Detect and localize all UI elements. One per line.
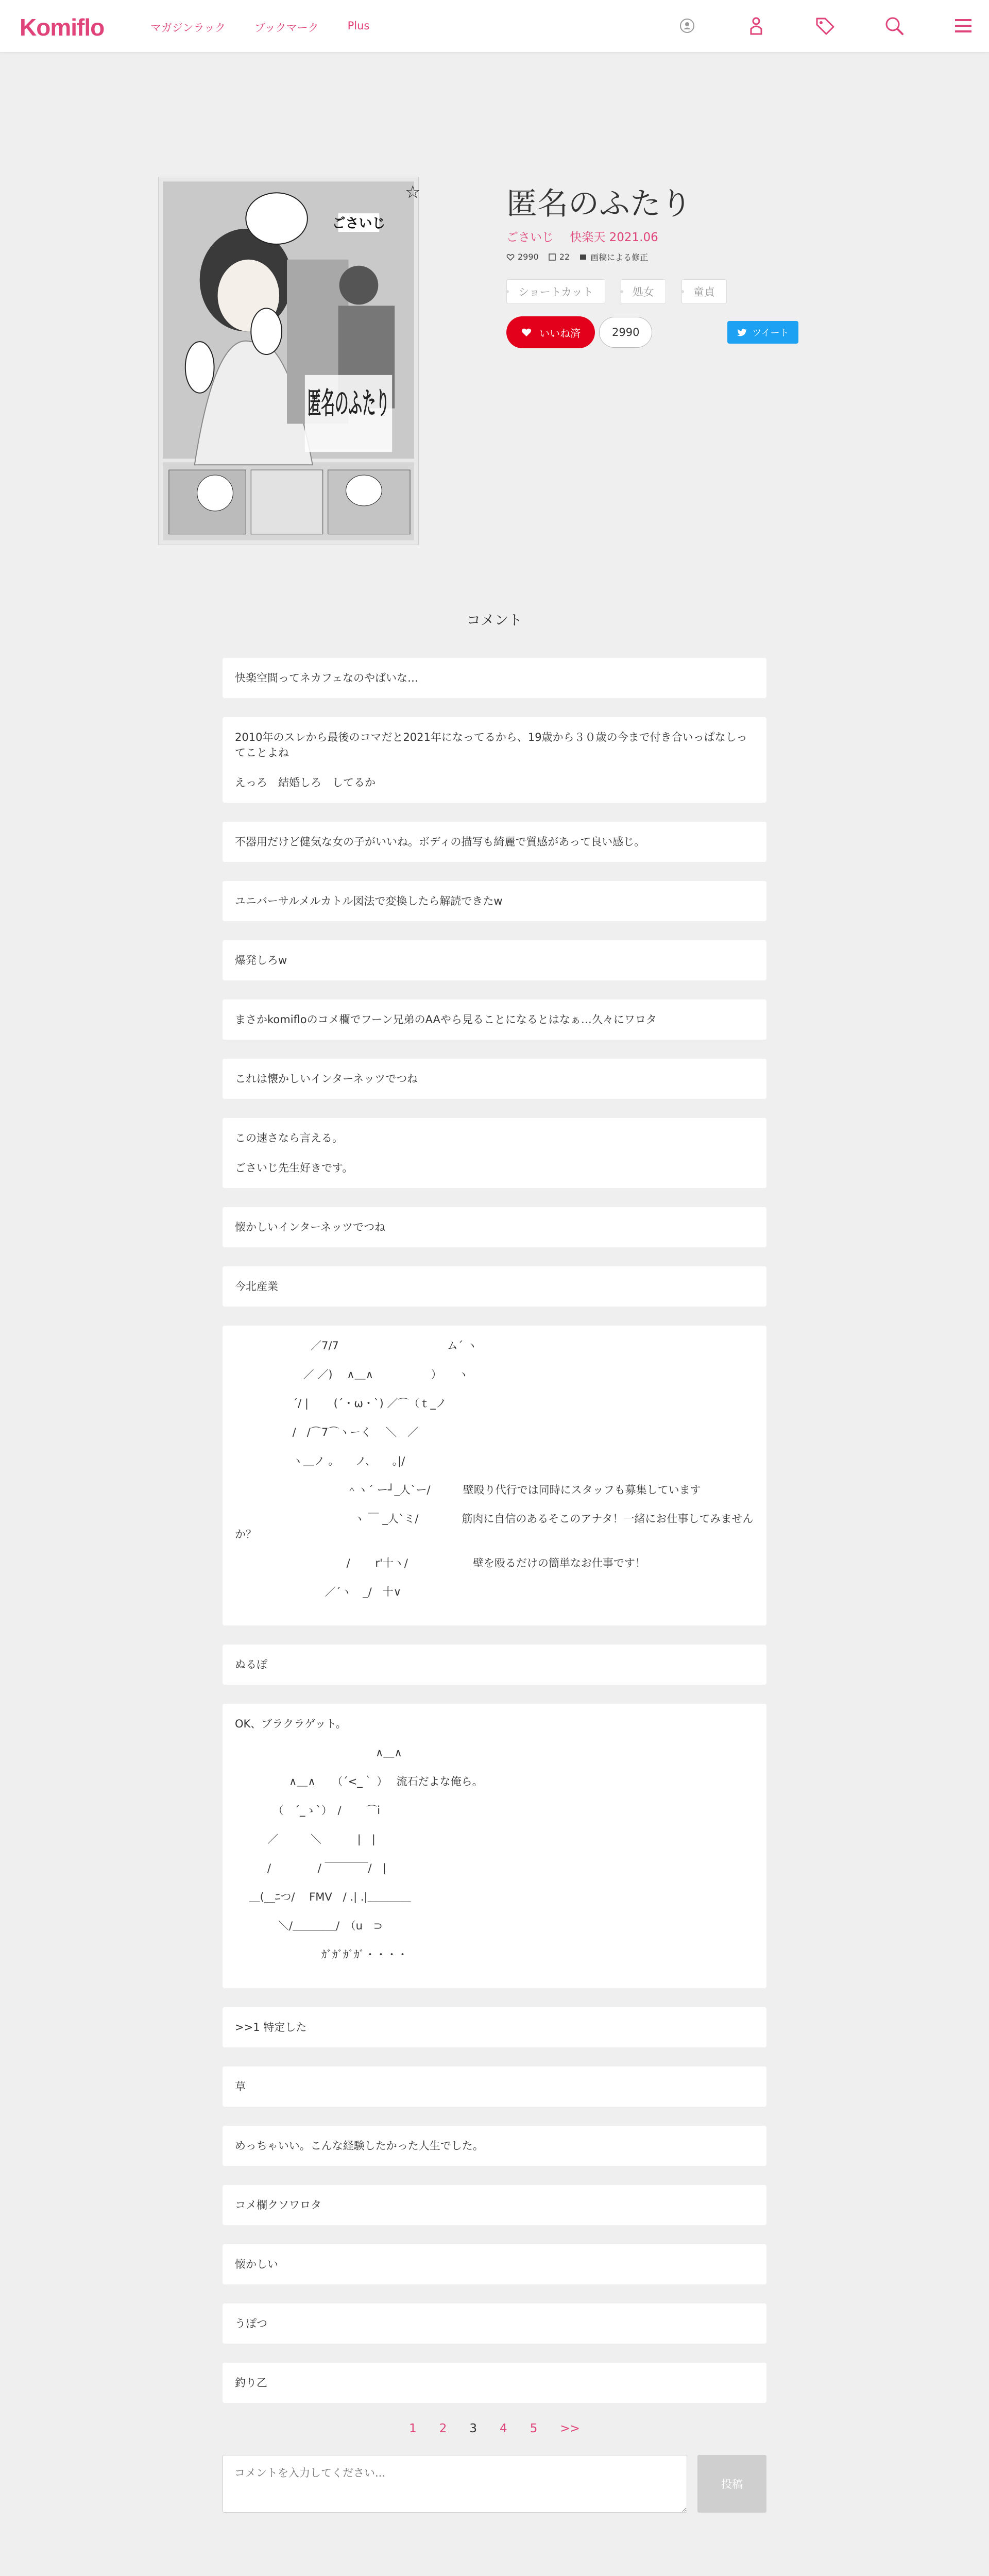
tag-short-cut[interactable]: ショートカット [506,279,605,304]
comment-card [223,1118,766,1188]
comment-form [223,2455,766,2513]
like-count: 2990 [599,317,652,348]
cover-image[interactable] [158,177,419,545]
comment-text: / r'十ヽ/ 壁を殴るだけの簡単なお仕事です！ [235,1557,646,1569]
comment-card [223,881,766,921]
likes-stat: 2990 [506,252,539,262]
user-circle-icon[interactable] [676,14,698,37]
comment-card [223,1266,766,1307]
comment-text: コメ欄クソワロタ [235,2199,321,2211]
heart-filled-icon [521,327,532,338]
comment-text: ｶﾞｶﾞｶﾞｶﾞ・・・・ [235,1948,408,1961]
nav-magazine-rack[interactable]: マガジンラック [150,22,226,34]
book-stats [506,251,657,263]
comment-text: ´/ | (´・ω・`) ／⌒（ｔ_ノ [235,1397,447,1410]
comment-card [223,999,766,1040]
tag-virgin-f[interactable]: 処女 [621,279,666,304]
comment-card [223,2066,766,2107]
comment-card [223,1326,766,1625]
komiflo-logo[interactable]: Komiflo [20,14,105,41]
book-info-section [0,53,989,516]
comment-text: / / ￣￣￣￣/ | [235,1862,386,1874]
comment-card [223,2126,766,2166]
comment-card [223,658,766,698]
comment-text: ∧＿∧ （´<_｀ ） 流石だよな俺ら。 [235,1775,483,1788]
cover-title: 匿名のふたり [307,385,390,421]
cover-author: ごさいじ [332,216,386,232]
svg-text:☆: ☆ [405,182,421,202]
comment-text: ヽ＿ノ 。 ノ、 ｡|/ [235,1455,405,1467]
comment-input[interactable] [223,2455,687,2513]
submit-button[interactable]: 投稿 [697,2455,766,2513]
comment-text: ヽ ￣ _人`ミ/ 筋肉に自信のあるそこのアナタ！一緒にお仕事してみませんか？ [235,1513,754,1540]
comment-text: 2010年のスレから最後のコマだと2021年になってるから、19歳から３０歳の今まで付き合いっぱなしってことよね [235,731,747,759]
page-next[interactable]: >> [560,2422,580,2435]
page-current: 3 [469,2422,478,2435]
page-5[interactable]: 5 [530,2422,538,2435]
comment-text: まさかkomifloのコメ欄でフーン兄弟のAAやら見ることになるとはなぁ…久々にワロタ [235,1013,657,1026]
action-bar [506,316,798,348]
comment-text: うぽつ [235,2317,267,2330]
comment-text: 草 [235,2080,246,2093]
comment-text: めっちゃいい。こんな経験したかった人生でした。 [235,2140,484,2152]
comment-text: ／7/7 ム´ ヽ [235,1340,478,1352]
nav-bookmark[interactable]: ブックマーク [254,22,319,34]
comment-text: えっろ 結婚しろ してるか [235,776,376,789]
page-4[interactable]: 4 [500,2422,507,2435]
comments-heading: コメント [467,613,522,629]
tweet-button[interactable]: ツイート [727,321,798,344]
main-nav [150,20,398,35]
comment-text: 今北産業 [235,1280,278,1293]
comment-text: この速さなら言える。 [235,1132,343,1144]
edit-note-stat: 画稿による修正 [579,251,648,263]
tag-list [506,279,742,304]
comment-text: ／´ヽ _/ 十∨ [235,1586,402,1598]
comment-card [223,2007,766,2047]
twitter-bird-icon [737,327,747,337]
pagination [0,2422,989,2435]
comments-stat: 22 [548,252,570,262]
comment-text: ＾ヽ´ ー┘_人`ー/ 壁殴り代行では同時にスタッフも募集しています [235,1484,701,1496]
comment-text: >>1 特定した [235,2021,307,2033]
comment-card [223,940,766,980]
menu-icon[interactable] [952,14,975,37]
comment-card [223,717,766,803]
person-icon[interactable] [745,14,768,37]
book-meta [506,228,671,245]
comment-card [223,1207,766,1247]
comment-card [223,822,766,862]
comment-card [223,2185,766,2225]
comment-text: 快楽空間ってネカフェなのやばいな… [235,672,418,684]
header-icon-bar [676,14,975,37]
book-title: 匿名のふたり [506,186,692,222]
comment-card [223,1704,766,1988]
author-link[interactable]: ごさいじ [506,231,554,244]
magazine-link[interactable]: 快楽天 2021.06 [570,231,658,244]
comment-text: これは懐かしいインターネッツでつね [235,1073,418,1085]
nav-plus[interactable]: Plus [347,20,370,32]
comment-text: ／ ＼ | | [235,1833,376,1845]
book-icon [579,253,587,261]
comment-card [223,2363,766,2403]
page-2[interactable]: 2 [439,2422,447,2435]
comment-text: ＿(__ﾆつ/ FMV / .| .|＿＿＿＿ [235,1891,411,1903]
comment-text: OK、ブラクラゲット。 [235,1718,347,1730]
comment-card [223,1645,766,1685]
comment-text: ユニバーサルメルカトル図法で変換したら解読できたw [235,895,503,907]
heart-icon [506,253,515,261]
comment-text: / /⌒7⌒ヽーく ＼ ／ [235,1426,418,1438]
comment-card [223,2303,766,2344]
comment-text: ＼/＿＿＿＿/ （u ⊃ [235,1920,383,1932]
tag-icon[interactable] [814,14,837,37]
site-header [0,0,989,53]
comment-text: ／ ／) ∧＿∧ ） ヽ [235,1368,469,1381]
comment-text: 懐かしい [235,2258,278,2270]
comment-text: 懐かしいインターネッツでつね [235,1221,386,1233]
page-1[interactable]: 1 [409,2422,417,2435]
comment-card [223,2244,766,2284]
search-icon[interactable] [883,14,906,37]
comment-text: ∧＿∧ [235,1747,402,1759]
comment-text: ぬるぽ [235,1658,267,1671]
like-button[interactable]: いいね済 [506,316,595,348]
comment-text: 不器用だけど健気な女の子がいいね。ボディの描写も綺麗で質感があって良い感じ。 [235,836,645,848]
comment-icon [548,253,556,261]
comment-text: 爆発しろw [235,954,287,967]
comment-list [223,658,766,2403]
tag-virgin-m[interactable]: 童貞 [681,279,727,304]
comment-card [223,1059,766,1099]
comment-text: （ ´_ゝ`） / ⌒i [235,1804,381,1817]
comment-text: 釣り乙 [235,2377,267,2389]
comment-text: ごさいじ先生好きです。 [235,1162,353,1174]
